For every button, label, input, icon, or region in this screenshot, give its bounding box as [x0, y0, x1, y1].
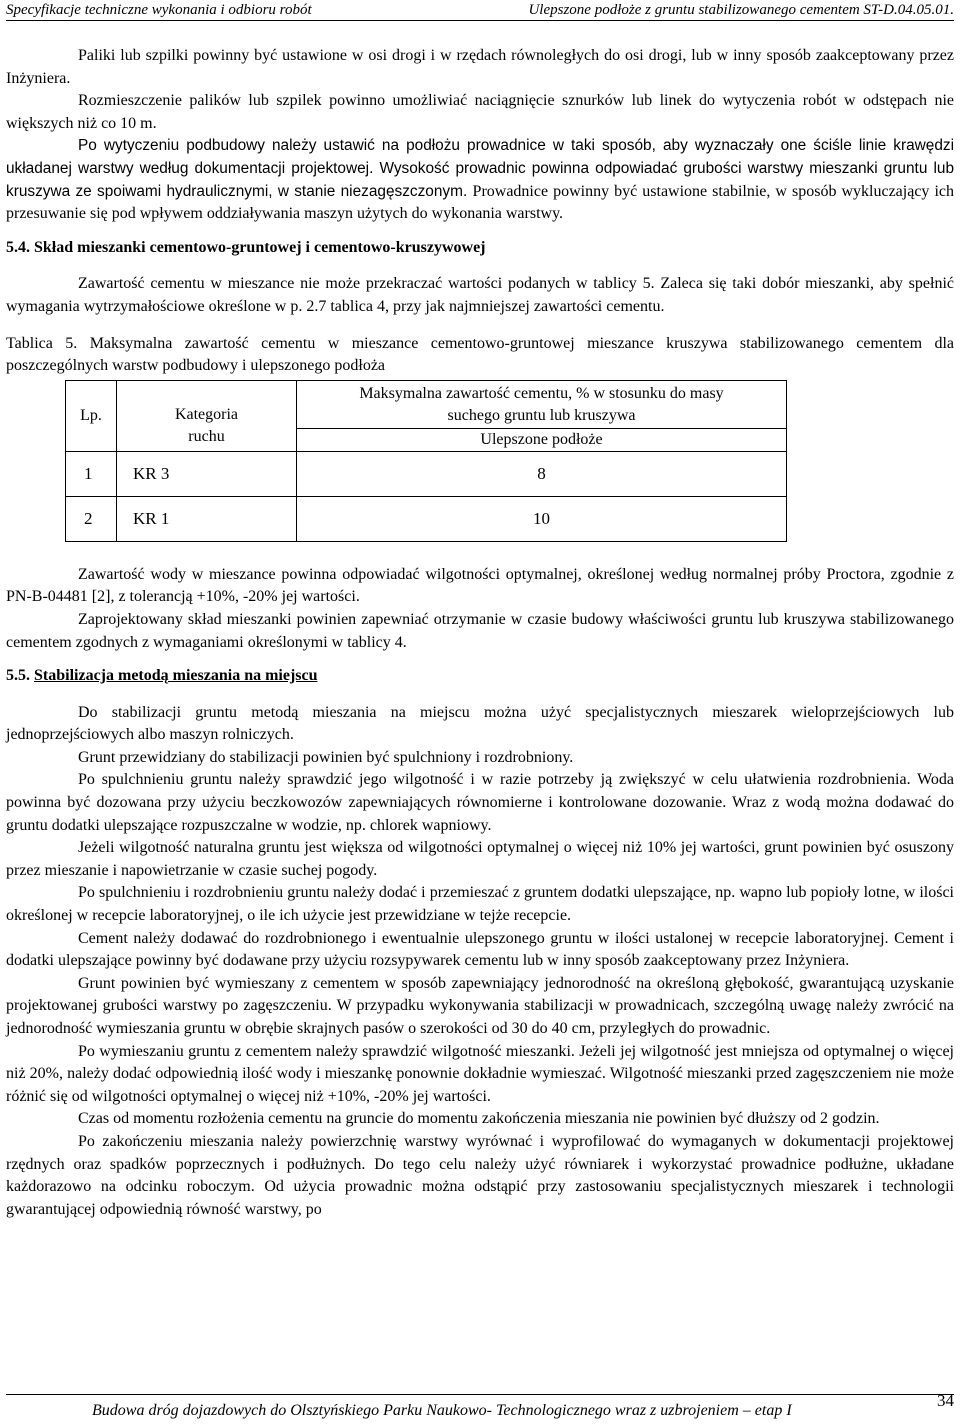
- document-body: [6, 45, 954, 1221]
- paragraph-5-5-4: Jeżeli wilgotność naturalna gruntu jest większa od wilgotności optymalnej o więcej niż 10% jej wartości, grunt powinien być osuszony przez mieszanie i napowietrzanie w czasie suchej pogody.: [6, 839, 954, 879]
- section-5-5-heading: 5.5. Stabilizacja metodą mieszania na miejscu: [6, 667, 318, 685]
- paragraph-5-5-9: Czas od momentu rozłożenia cementu na gruncie do momentu zakończenia mieszania nie powinien być dłuższy od 2 godzin.: [78, 1110, 880, 1128]
- paragraph-5-5-3: Po spulchnieniu gruntu należy sprawdzić jego wilgotność i w razie potrzeby ją zwiększyć w celu ułatwienia rozdrobnienia. Woda powinna być dozowana przy użyciu beczkowozów zapewniających równomierne i kontrolowane dozowanie. Wraz z wodą można dodawać do gruntu dodatki ulepszające rozpuszczalne w wodzie, np. chlorek wapniowy.: [6, 771, 954, 834]
- paragraph-wytyczenie: [6, 135, 954, 225]
- col-sub-header: Ulepszone podłoże: [480, 430, 603, 448]
- table-row: [66, 451, 787, 496]
- cell-category: KR 3: [117, 451, 297, 496]
- paragraph-5-5-6: Cement należy dodawać do rozdrobnionego i ewentualnie ulepszonego gruntu w ilości ustalonej w recepcie laboratoryjnej. Cement i dodatki ulepszające powinny być dodawane przy użyciu rozsypywarek cementu lub w inny sposób zaakceptowany przez Inżyniera.: [6, 929, 954, 970]
- header-left: Specyfikacje techniczne wykonania i odbioru robót: [6, 2, 312, 18]
- page-number: 34: [937, 1391, 954, 1410]
- col-category-header: Kategoria ruchu: [117, 380, 297, 451]
- cement-table: [65, 380, 787, 542]
- paragraph-5-5-10: Po zakończeniu mieszania należy powierzchnię warstwy wyrównać i wyprofilować do wymaganych w dokumentacji projektowej rzędnych oraz spadków poprzecznych i podłużnych. Do tego celu należy użyć równiarek i wykorzystać prowadnice podłużne, układane każdorazowo na odcinku roboczym. Od użycia prowadnic można odstąpić przy zastosowaniu specjalistycznych mieszarek i technologii gwarantującej odpowiednią równość warstwy, po: [6, 1132, 954, 1218]
- footer-text: Budowa dróg dojazdowych do Olsztyńskiego Parku Naukowo- Technologicznego wraz z uzbrojeniem – etap I: [92, 1402, 792, 1419]
- paragraph-wytyczenie-b: Wysokość prowadnic powinna odpowiadać grubości warstwy mieszanki gruntu lub kruszywa ze spoiwami hydraulicznymi, w stanie niezagęszczonym.: [6, 159, 955, 200]
- page-header: [6, 0, 954, 21]
- section-5-4-heading: 5.4. Skład mieszanki cementowo-gruntowej i cementowo-kruszywowej: [6, 238, 486, 256]
- paragraph-wytyczenie-a: Po wytyczeniu podbudowy należy ustawić na podłożu prowadnice w taki sposób, aby wyznaczały one ściśle linie krawędzi układanej warstwy według dokumentacji projektowej.: [6, 137, 954, 177]
- paragraph-5-5-7: Grunt powinien być wymieszany z cementem w sposób zapewniający jednorodność na określoną głębokość, gwarantującą uzyskanie projektowanej grubości warstwy po zagęszczeniu. W przypadku wykonywania stabilizacji w prowadnicach, szczególną uwagę należy zwrócić na jednorodność wymieszania gruntu w obrębie skrajnych pasów o szerokości od 30 do 40 cm, przyległych do prowadnic.: [6, 974, 954, 1037]
- paragraph-paliki: Paliki lub szpilki powinny być ustawione w osi drogi i w rzędach równoległych do osi drogi, lub w inny sposób zaakceptowany przez Inżyniera.: [6, 47, 954, 87]
- col-max-header: [297, 380, 787, 451]
- cell-value: 10: [297, 496, 787, 541]
- paragraph-5-5-1: Do stabilizacji gruntu metodą mieszania na miejscu można użyć specjalistycznych mieszarek wieloprzejściowych lub jednoprzejściowych albo maszyn rolniczych.: [6, 703, 954, 744]
- document-page: [6, 0, 954, 1423]
- paragraph-zawartosc-wody: Zawartość wody w mieszance powinna odpowiadać wilgotności optymalnej, określonej według normalnej próby Proctora, zgodnie z PN-B-04481 [2], z tolerancją +10%, -20% jej wartości.: [6, 565, 954, 606]
- cell-category: KR 1: [117, 496, 297, 541]
- col-max-header-line1: Maksymalna zawartość cementu, % w stosunku do masy: [359, 384, 724, 402]
- paragraph-5-5-8: Po wymieszaniu gruntu z cementem należy sprawdzić wilgotność mieszanki. Jeżeli jej wilgotność jest mniejsza od optymalnej o więcej niż 20%, należy dodać odpowiednią ilość wody i mieszankę ponownie dokładnie wymieszać. Wilgotność mieszanki przed zagęszczeniem nie może różnić się od wilgotności optymalnej o więcej niż +10%, -20% jej wartości.: [6, 1042, 954, 1105]
- paragraph-5-5-5: Po spulchnieniu i rozdrobnieniu gruntu należy dodać i przemieszać z gruntem dodatki ulepszające, np. wapno lub popioły lotne, w ilości określonej w recepcie laboratoryjnej, o ile ich użycie jest przewidziane w tejże recepcie.: [6, 884, 954, 925]
- paragraph-5-5-2: Grunt przewidziany do stabilizacji powinien być spulchniony i rozdrobniony.: [78, 748, 574, 766]
- paragraph-zawartosc-cementu: Zawartość cementu w mieszance nie może przekraczać wartości podanych w tablicy 5. Zaleca się taki dobór mieszanki, aby spełnić wymagania wytrzymałościowe określone w p. 2.7 tablica 4, przy jak najmniejszej zawartości cementu.: [6, 275, 954, 315]
- paragraph-rozmieszczenie: Rozmieszczenie palików lub szpilek powinno umożliwiać naciągnięcie sznurków lub linek do wytyczenia robót w odstępach nie większych niż co 10 m.: [6, 92, 954, 132]
- col-max-header-line2: suchego gruntu lub kruszywa: [447, 406, 636, 424]
- paragraph-zaprojektowany-sklad: Zaprojektowany skład mieszanki powinien zapewniać otrzymanie w czasie budowy właściwości gruntu lub kruszywa stabilizowanego cementem zgodnych z wymaganiami określonymi w tablicy 4.: [6, 610, 954, 651]
- cell-lp: 2: [66, 496, 117, 541]
- col-lp-header: Lp.: [66, 380, 117, 451]
- cell-value: 8: [297, 451, 787, 496]
- cell-lp: 1: [66, 451, 117, 496]
- table-row: [66, 496, 787, 541]
- paragraph-wytyczenie-c: Prowadnice powinny być ustawione stabilnie, w sposób wykluczający ich przesuwanie się pod wpływem oddziaływania maszyn użytych do wykonania warstwy.: [6, 182, 955, 223]
- table-5-caption: Tablica 5. Maksymalna zawartość cementu w mieszance cementowo-gruntowej mieszance kruszywa stabilizowanego cementem dla poszczególnych warstw podbudowy i ulepszonego podłoża: [6, 334, 954, 375]
- page-footer: [6, 1391, 954, 1423]
- header-right: Ulepszone podłoże z gruntu stabilizowanego cementem ST-D.04.05.01.: [528, 2, 954, 18]
